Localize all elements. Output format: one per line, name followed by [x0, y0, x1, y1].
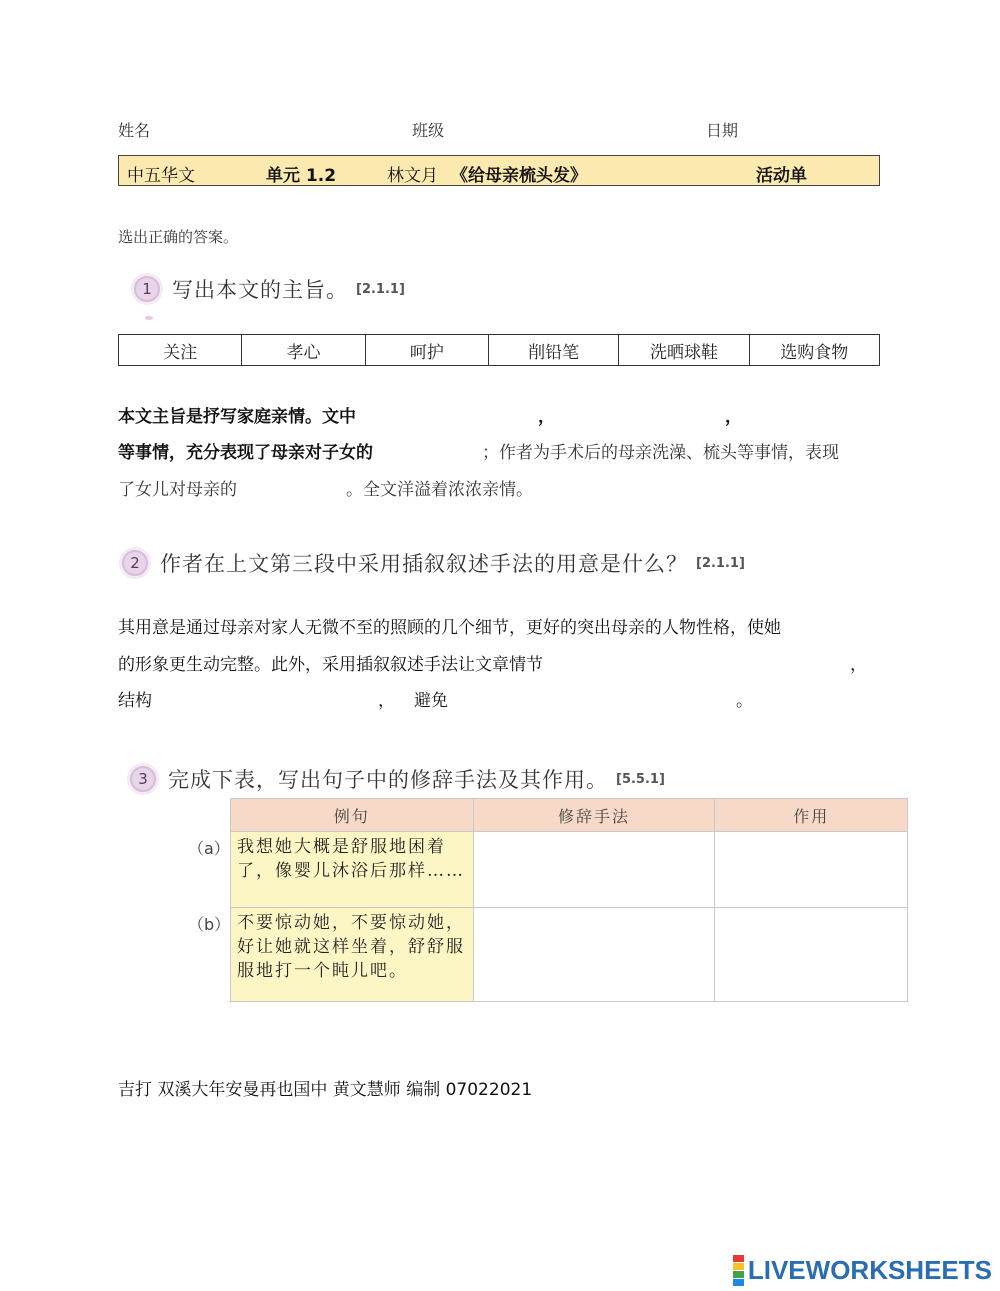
decorative-mark	[145, 316, 153, 320]
column-header-device: 修辞手法	[473, 799, 715, 832]
question-2-prompt: 作者在上文第三段中采用插叙叙述手法的用意是什么？	[160, 552, 688, 576]
instruction-text: 选出正确的答案。	[118, 228, 239, 246]
q1-line2b: ；作者为手术后的母亲洗澡、梳头等事情，表现	[482, 443, 839, 463]
q1-blank-3[interactable]	[392, 438, 477, 461]
q2-line2-comma: ，	[850, 655, 867, 675]
q1-blank-1[interactable]	[372, 402, 532, 425]
q1-line3a: 了女儿对母亲的	[118, 480, 237, 500]
q1-comma-2: ，	[725, 407, 742, 427]
column-header-effect: 作用	[715, 799, 908, 832]
banner-unit: 单元 1.2	[266, 166, 337, 186]
q1-blank-2[interactable]	[560, 402, 720, 425]
word-bank-item[interactable]: 削铅笔	[489, 335, 619, 366]
q2-line3b: 避免	[414, 691, 448, 711]
class-label: 班级	[412, 121, 445, 140]
question-3-number: 3	[130, 766, 156, 792]
device-answer-b[interactable]	[473, 908, 715, 1002]
name-label: 姓名	[118, 121, 151, 140]
q2-blank-2[interactable]	[160, 686, 375, 709]
logo-blocks-icon	[733, 1255, 744, 1286]
banner-author: 林文月	[387, 166, 438, 186]
row-label-b: （b）	[188, 915, 231, 934]
q2-blank-3[interactable]	[456, 686, 734, 709]
question-1-code: [2.1.1]	[356, 281, 405, 297]
banner-grade: 中五华文	[127, 166, 195, 186]
row-label-a: （a）	[188, 839, 230, 858]
q2-blank-1[interactable]	[608, 650, 846, 673]
question-3-code: [5.5.1]	[616, 771, 665, 787]
footer-credit: 吉打 双溪大年安曼再也国中 黄文慧师 编制 07022021	[118, 1080, 533, 1100]
date-label: 日期	[706, 121, 739, 140]
question-3-header	[130, 764, 665, 794]
q1-line2a: 等事情，充分表现了母亲对子女的	[118, 443, 373, 463]
effect-answer-b[interactable]	[715, 908, 908, 1002]
question-1-header	[134, 274, 405, 304]
banner-title: 《给母亲梳头发》	[451, 166, 587, 186]
question-2-number: 2	[122, 550, 148, 576]
question-2-code: [2.1.1]	[696, 555, 745, 571]
word-bank-item[interactable]: 选购食物	[749, 335, 879, 366]
q1-blank-4[interactable]	[250, 475, 345, 498]
rhetoric-table	[230, 798, 908, 1002]
q2-line3-end: 。	[736, 691, 753, 711]
column-header-example: 例句	[231, 799, 474, 832]
word-bank-item[interactable]: 洗晒球鞋	[619, 335, 749, 366]
word-bank-item[interactable]: 关注	[119, 335, 242, 366]
q1-line1: 本文主旨是抒写家庭亲情。文中	[118, 407, 356, 427]
q1-comma-1: ，	[538, 407, 555, 427]
q1-line3b: 。全文洋溢着浓浓亲情。	[346, 480, 533, 500]
logo-text: LIVEWORKSHEETS	[747, 1255, 992, 1285]
unit-banner	[118, 155, 880, 186]
question-1-number: 1	[134, 276, 160, 302]
word-bank-item[interactable]: 孝心	[242, 335, 365, 366]
question-1-prompt: 写出本文的主旨。	[172, 278, 348, 302]
example-cell-a: 我想她大概是舒服地困着了，像婴儿沐浴后那样……	[231, 832, 474, 908]
device-answer-a[interactable]	[473, 832, 715, 908]
word-bank-item[interactable]: 呵护	[365, 335, 488, 366]
liveworksheets-logo	[733, 1255, 992, 1286]
q2-line3a: 结构	[118, 691, 152, 711]
word-bank	[118, 334, 880, 366]
question-2-header	[122, 548, 745, 578]
q2-line2: 的形象更生动完整。此外，采用插叙叙述手法让文章情节	[118, 655, 543, 675]
example-cell-b: 不要惊动她，不要惊动她，好让她就这样坐着，舒舒服服地打一个盹儿吧。	[231, 908, 474, 1002]
q2-line1: 其用意是通过母亲对家人无微不至的照顾的几个细节，更好的突出母亲的人物性格，使她	[118, 618, 781, 638]
q2-line3-comma: ，	[378, 691, 395, 711]
banner-type: 活动单	[756, 166, 807, 186]
effect-answer-a[interactable]	[715, 832, 908, 908]
question-3-prompt: 完成下表，写出句子中的修辞手法及其作用。	[168, 768, 608, 792]
